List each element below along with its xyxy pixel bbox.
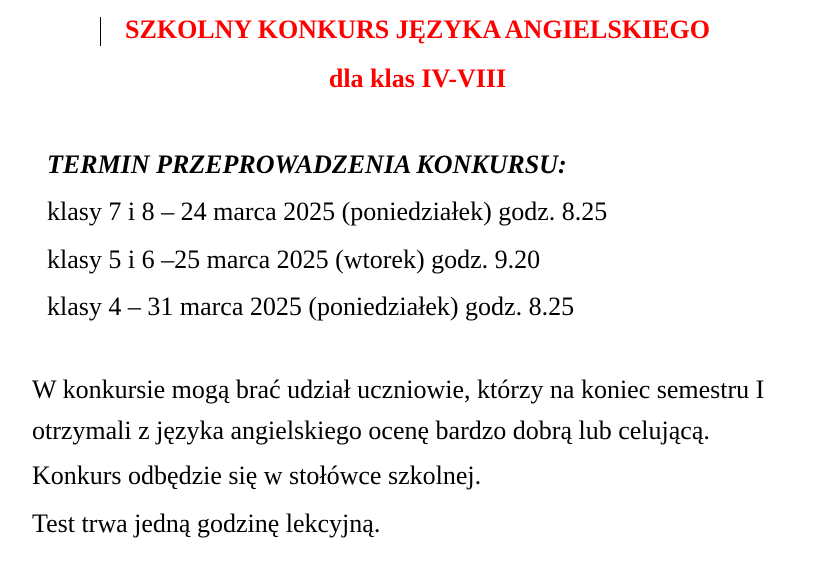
schedule-heading: TERMIN PRZEPROWADZENIA KONKURSU: (47, 150, 567, 179)
document-title: SZKOLNY KONKURS JĘZYKA ANGIELSKIEGO (125, 15, 710, 44)
location-paragraph: Konkurs odbędzie się w stołówce szkolnej. (32, 461, 482, 490)
eligibility-paragraph-line-2: otrzymali z języka angielskiego ocenę bardzo dobrą lub celującą. (32, 416, 710, 445)
eligibility-paragraph-line-1: W konkursie mogą brać udział uczniowie, którzy na koniec semestru I (32, 375, 765, 404)
schedule-line-grades-5-6: klasy 5 i 6 –25 marca 2025 (wtorek) godz. 9.20 (47, 245, 541, 274)
duration-paragraph: Test trwa jedną godzinę lekcyjną. (32, 509, 381, 538)
schedule-line-grade-4: klasy 4 – 31 marca 2025 (poniedziałek) godz. 8.25 (47, 292, 575, 321)
schedule-line-grades-7-8: klasy 7 i 8 – 24 marca 2025 (poniedziałek) godz. 8.25 (47, 197, 608, 226)
document-subtitle: dla klas IV-VIII (328, 64, 507, 93)
